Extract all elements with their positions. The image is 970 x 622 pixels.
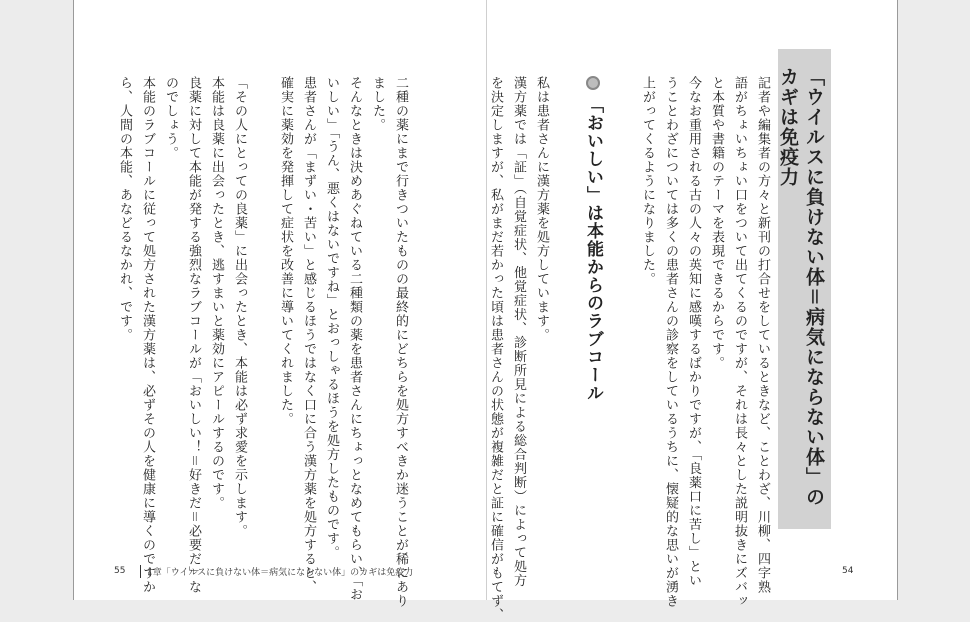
section-paragraphs: 私は患者さんに漢方薬を処方しています。 漢方薬では「証」（自覚症状、他覚症状、診断所見による総合判断）によって処方 を決定しますが、私がまだ若かった頃は患者さんの状態が複雑だと証に確信がもてず、	[488, 76, 549, 622]
section-subheading	[581, 62, 626, 402]
chapter-heading-box	[778, 49, 831, 529]
bullet-circle-icon	[586, 76, 600, 90]
running-head: 1章「ウイルスに負けない体＝病気にならない体」のカギは免疫力	[140, 565, 413, 578]
left-page-body: 二種の薬にまで行きついたものの最終的にどちらを処方すべきか迷うことが稀にあり ました。 そんなときは決めあぐねている二種類の薬を患者さんにちょっとなめてもらい、「お いしい」「うん、悪くはないですね」とおっしゃるほうを処方したものです。 患者さんが「まずい・苦い」と感じるほうではなく口に合う漢方薬を処方すると、 確実に薬効を発揮して症状を改善に導いてくれました。 「その人にとっての良薬」に出会ったとき、本能は必ず求愛を示します。 本能は良薬に出会ったとき、逃すまいと薬効にアピールするのです。 良薬に対して本能が発する強烈なラブコールが「おいしい！＝好きだ＝必要だ」な のでしょう。 本能のラブコールに従って処方された漢方薬は、必ずその人を健康に導くのですか ら、人間の本能、あなどるなかれ、です。	[117, 76, 408, 608]
intro-paragraphs: 記者や編集者の方々と新刊の打合せをしているときなど、ことわざ、川柳、四字熟 語がちょいちょい口をついて出てくるのですが、それは長々とした説明抜きにズバッ と本質や書籍のテーマを表現できるからです。 今なお重用される古の人々の英知に感嘆するばかりですが、「良薬口に苦し」とい うことわざについては多くの患者さんの診察をしているうちに、懐疑的な思いが湧き 上がってくるようになりました。	[640, 76, 770, 608]
right-page-number: 54	[842, 566, 854, 576]
left-page-number: 55	[114, 566, 126, 576]
section-subheading-text: 「おいしい」は本能からのラブコール	[583, 95, 603, 402]
chapter-heading: 「ウイルスに負けない体＝病気にならない体」の カギは免疫力	[777, 67, 825, 508]
